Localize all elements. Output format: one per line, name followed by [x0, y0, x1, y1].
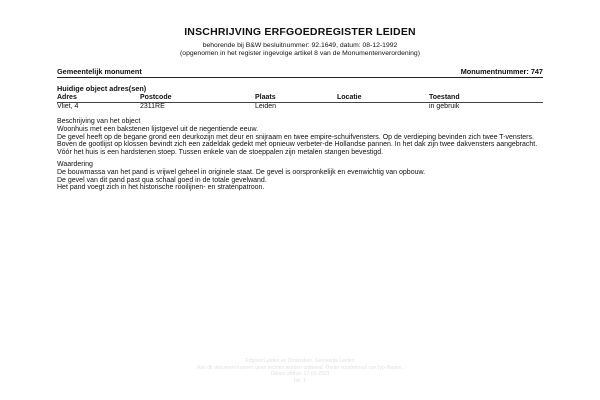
column-header-plaats: Plaats: [255, 94, 337, 103]
address-table-header: [57, 94, 543, 103]
decision-reference: behorende bij B&W besluitnummer: 92.1649, datum: 08-12-1992: [202, 42, 398, 49]
description-heading: Beschrijving van het object: [57, 118, 141, 125]
column-header-postcode: Postcode: [140, 94, 255, 103]
monument-header: [57, 67, 543, 77]
document-subtitle: [57, 42, 543, 58]
table-row: [57, 103, 543, 112]
address-section-heading: Huidige object adres(sen): [57, 84, 147, 93]
cell-postcode: 2311RE: [140, 103, 165, 110]
description-paragraph: Woonhuis met een bakstenen lijstgevel uit de negentiende eeuw.: [57, 125, 259, 133]
footer-print-date: Datum afdruk: 17-03-2013: [270, 371, 330, 377]
document-title: INSCHRIJVING ERFGOEDREGISTER LEIDEN: [184, 26, 416, 38]
address-table: [57, 94, 543, 111]
footer-page-number: blz. 1: [294, 377, 306, 384]
column-header-adres: Adres: [57, 94, 140, 103]
column-header-locatie: Locatie: [337, 94, 429, 103]
footer-organisation: Erfgoed Leiden en Omstreken, Gemeente Leiden: [245, 358, 355, 364]
monument-number: Monumentnummer: 747: [460, 67, 543, 76]
document-page: [57, 24, 543, 192]
register-note: (opgenomen in het register ingevolge artikel 8 van de Monumentenverordening): [180, 50, 420, 57]
valuation-paragraph: Het pand voegt zich in het historische rooilijnen- en stratenpatroon.: [57, 184, 265, 192]
page-footer: [100, 358, 500, 384]
footer-disclaimer: Aan dit document kunnen geen rechten worden ontleend. Onder voorbehoud van typ-/fouten.: [197, 364, 403, 371]
object-description: [57, 118, 543, 192]
cell-adres: Vliet, 4: [57, 103, 79, 110]
description-paragraph: Vóór het huis is een hardstenen stoep. Tussen enkele van de stoeppalen zijn metalen stangen bevestigd.: [57, 149, 384, 157]
cell-toestand: in gebruik: [429, 103, 460, 110]
description-paragraph: De gevel heeft op de begane grond een deurkozijn met deur en snijraam en twee empire-schuifvensters. Op de verdieping bevinden zich twee T-vensters. Boven de gootlijst op klossen bevindt zich een zadeldak gedekt met opnieuw verbeter-de Hollandse pannen. In het dak zijn twee dakvensters aangebracht.: [57, 133, 538, 149]
valuation-paragraph: De bouwmassa van het pand is vrijwel geheel in originele staat. De gevel is oorspronkelijk en evenwichtig van opbouw.: [57, 168, 426, 176]
cell-plaats: Leiden: [255, 103, 277, 110]
valuation-heading: Waardering: [57, 160, 93, 168]
valuation-paragraph: De gevel van dit pand past qua schaal goed in de totale gevelwand.: [57, 176, 267, 184]
column-header-toestand: Toestand: [429, 94, 543, 103]
divider: [57, 77, 543, 78]
monument-type: Gemeentelijk monument: [57, 67, 142, 76]
cell-locatie: [337, 103, 429, 112]
